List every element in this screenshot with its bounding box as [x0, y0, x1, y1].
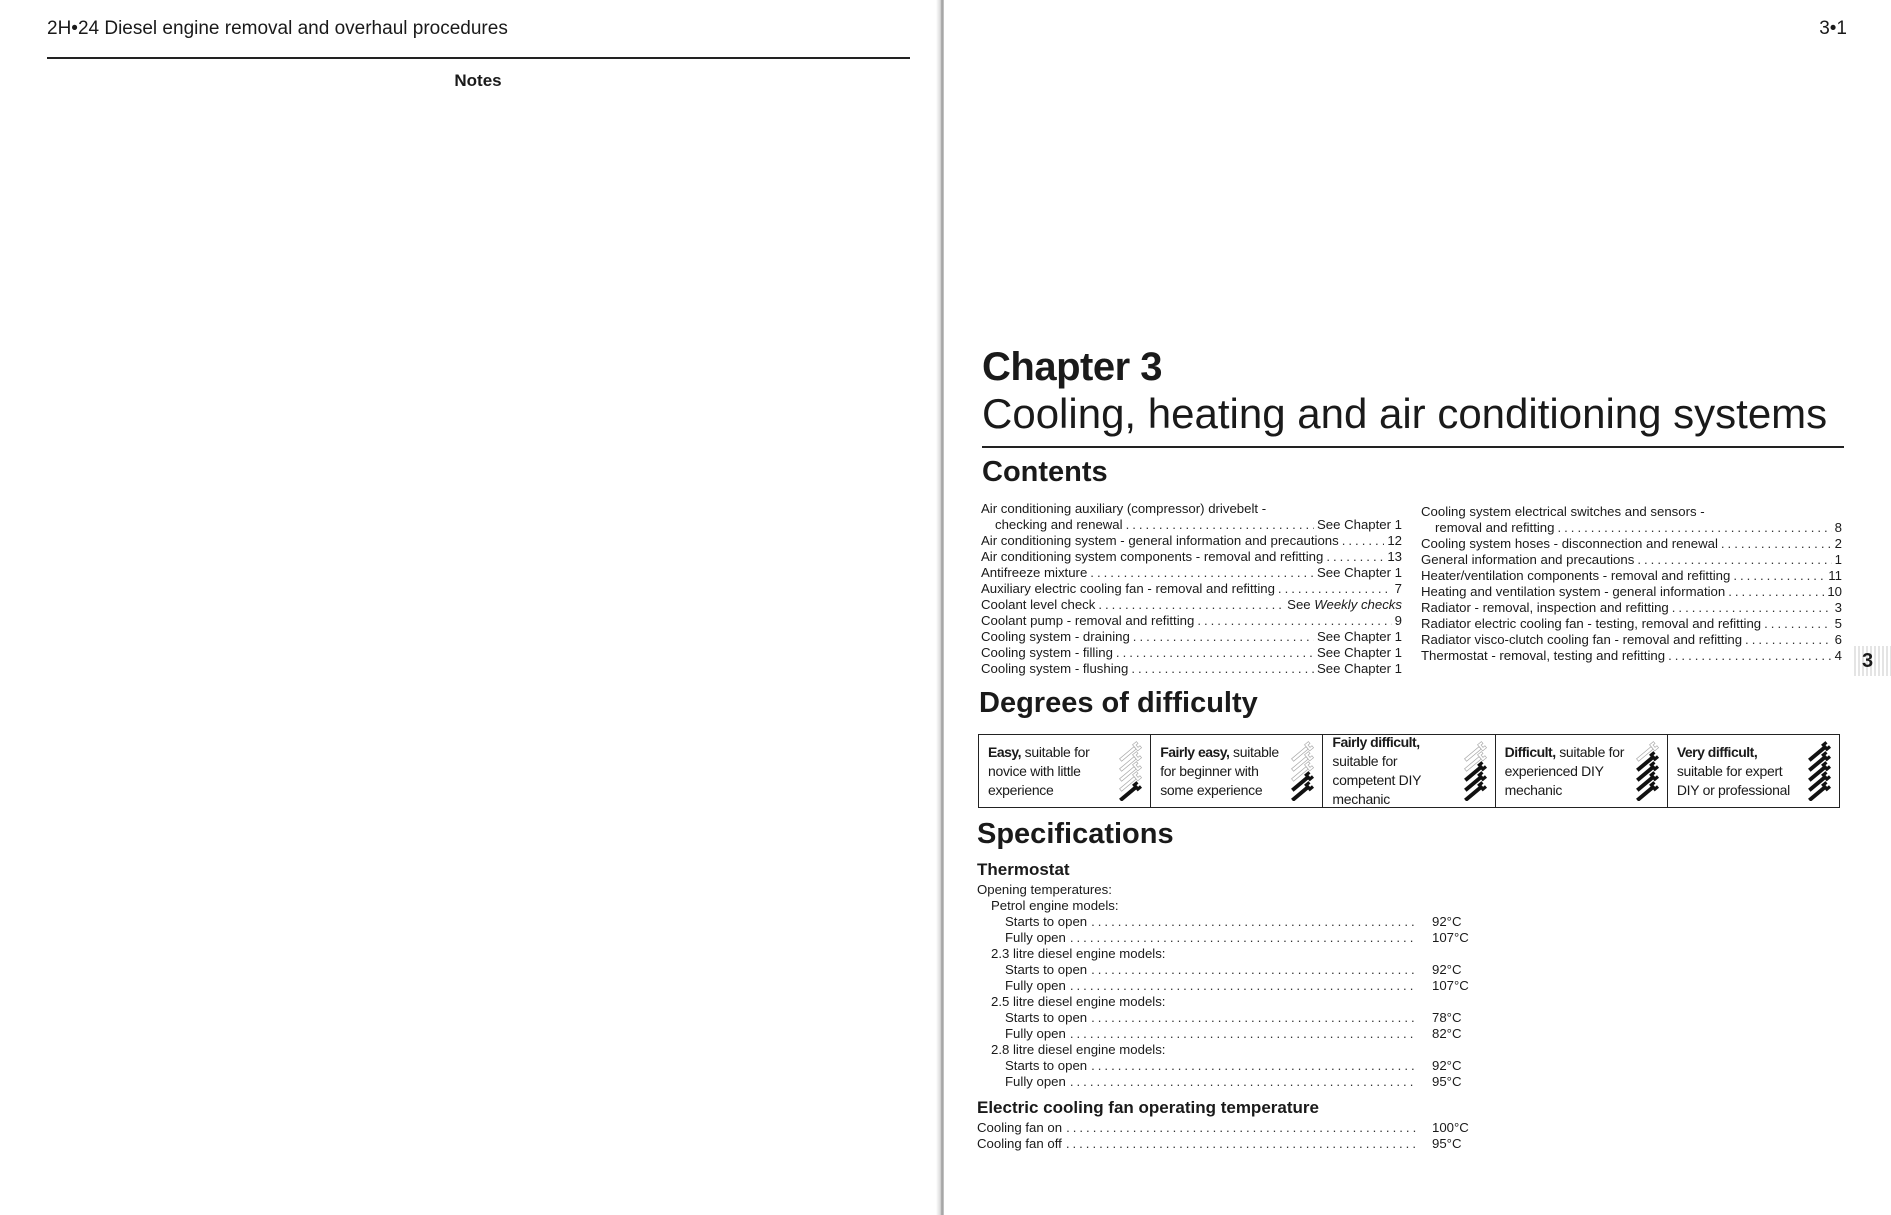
page-number: 3•1 [1819, 18, 1847, 39]
chapter-title: Cooling, heating and air conditioning systems [982, 390, 1828, 437]
contents-entry-page: 3 [1834, 600, 1842, 615]
contents-entry-page: 7 [1394, 581, 1402, 596]
spec-row [977, 1026, 1477, 1042]
contents-entry [1421, 584, 1842, 600]
opening-temperatures-label: Opening temperatures: [977, 882, 1112, 897]
chapter-label: Chapter 3 [982, 345, 1162, 389]
contents-entry [1421, 616, 1842, 632]
contents-entry-page: See Chapter 1 [1316, 629, 1402, 644]
spec-row [977, 1136, 1477, 1152]
difficulty-level [1495, 735, 1667, 807]
contents-entry-label: Cooling system hoses - disconnection and renewal [1421, 536, 1718, 551]
chapter-rule [982, 446, 1844, 448]
petrol-models-label: Petrol engine models: [991, 898, 1119, 913]
contents-entry-page: 9 [1394, 613, 1402, 628]
spanner-icon [1631, 741, 1661, 801]
contents-entry-label: Air conditioning auxiliary (compressor) drivebelt - [981, 501, 1267, 516]
contents-entry-page: 6 [1834, 632, 1842, 647]
contents-entry [1421, 648, 1842, 664]
spec-row [977, 914, 1477, 930]
contents-entry [981, 501, 1402, 517]
spec-value: 100°C [1432, 1120, 1469, 1135]
contents-list-left [981, 501, 1402, 677]
difficulty-label: Fairly easy, [1160, 743, 1230, 760]
contents-entry-label: General information and precautions [1421, 552, 1635, 567]
contents-entry-page: 13 [1387, 549, 1402, 564]
spec-value: 82°C [1432, 1026, 1462, 1041]
spec-row [977, 1074, 1477, 1090]
spanner-icon [1803, 741, 1833, 801]
spec-label: Fully open [1005, 1026, 1066, 1041]
difficulty-text: suitable for competent DIY mechanic [1332, 753, 1421, 807]
contents-entry-label: Heater/ventilation components - removal and refitting [1421, 568, 1731, 583]
difficulty-label: Difficult, [1504, 743, 1556, 760]
difficulty-label: Very difficult, [1676, 743, 1758, 760]
contents-entry-label: Coolant pump - removal and refitting [981, 613, 1195, 628]
fan-heading: Electric cooling fan operating temperature [977, 1098, 1319, 1117]
difficulty-text: suitable for novice with little experience [988, 743, 1090, 798]
contents-entry [981, 613, 1402, 629]
contents-entry-page: See Chapter 1 [1316, 565, 1402, 580]
contents-entry [981, 565, 1402, 581]
spec-row [977, 962, 1477, 978]
difficulty-level [1322, 735, 1494, 807]
spec-row [977, 978, 1477, 994]
difficulty-label: Fairly difficult, [1332, 734, 1420, 750]
diesel-23-models-label: 2.3 litre diesel engine models: [991, 946, 1166, 961]
difficulty-level [1150, 735, 1322, 807]
contents-entry [1421, 536, 1842, 552]
contents-entry-label: Cooling system electrical switches and sensors - [1421, 504, 1705, 519]
contents-entry [981, 597, 1402, 613]
contents-entry [981, 661, 1402, 677]
contents-entry [981, 517, 1402, 533]
contents-entry [1421, 504, 1842, 520]
spec-value: 107°C [1432, 978, 1469, 993]
contents-entry-label: Antifreeze mixture [981, 565, 1088, 580]
difficulty-table [978, 734, 1840, 808]
contents-entry-page: 4 [1834, 648, 1842, 663]
spec-value: 107°C [1432, 930, 1469, 945]
contents-entry [1421, 568, 1842, 584]
contents-entry-label: Radiator electric cooling fan - testing, removal and refitting [1421, 616, 1762, 631]
contents-entry [981, 549, 1402, 565]
notes-title: Notes [454, 71, 502, 90]
spec-label: Starts to open [1005, 962, 1088, 977]
spec-label: Starts to open [1005, 914, 1088, 929]
contents-entry-label: checking and renewal [995, 517, 1123, 532]
contents-entry-label: Thermostat - removal, testing and refitting [1421, 648, 1666, 663]
contents-entry-label: Heating and ventilation system - general information [1421, 584, 1726, 599]
contents-entry-label: Coolant level check [981, 597, 1096, 612]
contents-entry-page: See Chapter 1 [1316, 517, 1402, 532]
contents-entry [981, 645, 1402, 661]
difficulty-title: Degrees of difficulty [979, 687, 1258, 719]
contents-entry-page: 1 [1834, 552, 1842, 567]
spec-label: Fully open [1005, 1074, 1066, 1089]
diesel-25-models-label: 2.5 litre diesel engine models: [991, 994, 1166, 1009]
contents-entry [1421, 600, 1842, 616]
diesel-28-models-label: 2.8 litre diesel engine models: [991, 1042, 1166, 1057]
chapter-tab: 3 [1854, 646, 1891, 676]
spec-row [977, 1010, 1477, 1026]
contents-entry [981, 629, 1402, 645]
contents-entry-page: 10 [1827, 584, 1842, 599]
spanner-icon [1459, 741, 1489, 801]
contents-entry [1421, 552, 1842, 568]
contents-entry-label: Auxiliary electric cooling fan - removal and refitting [981, 581, 1275, 596]
spec-value: 92°C [1432, 1058, 1462, 1073]
page-header: 2H•24 Diesel engine removal and overhaul procedures [47, 18, 508, 39]
contents-entry-label: Air conditioning system components - removal and refitting [981, 549, 1324, 564]
contents-entry [981, 533, 1402, 549]
difficulty-description [1332, 733, 1458, 809]
spec-label: Starts to open [1005, 1010, 1088, 1025]
contents-entry-label: removal and refitting [1435, 520, 1555, 535]
contents-entry [1421, 520, 1842, 536]
difficulty-description [988, 743, 1114, 800]
difficulty-text: suitable for beginner with some experience [1160, 743, 1279, 798]
spec-label: Fully open [1005, 930, 1066, 945]
difficulty-text: suitable for expert DIY or professional [1676, 762, 1790, 798]
contents-entry-label: Cooling system - draining [981, 629, 1130, 644]
contents-entry-page: 12 [1387, 533, 1402, 548]
spec-label: Starts to open [1005, 1058, 1088, 1073]
spec-value: 92°C [1432, 914, 1462, 929]
spec-row [977, 930, 1477, 946]
spanner-icon [1114, 741, 1144, 801]
spec-value: 95°C [1432, 1136, 1462, 1151]
contents-entry [981, 581, 1402, 597]
spec-label: Fully open [1005, 978, 1066, 993]
spec-row [977, 1120, 1477, 1136]
spec-value: 78°C [1432, 1010, 1462, 1025]
contents-entry-page: 8 [1834, 520, 1842, 535]
contents-entry [1421, 632, 1842, 648]
contents-entry-label: Air conditioning system - general information and precautions [981, 533, 1339, 548]
spec-value: 95°C [1432, 1074, 1462, 1089]
difficulty-description [1160, 743, 1286, 800]
spanner-icon [1286, 741, 1316, 801]
difficulty-description [1677, 743, 1803, 800]
contents-entry-label: Radiator visco-clutch cooling fan - removal and refitting [1421, 632, 1743, 647]
spec-label: Cooling fan on [977, 1120, 1063, 1135]
spec-value: 92°C [1432, 962, 1462, 977]
left-page [0, 0, 938, 1215]
contents-entry-page: 11 [1828, 568, 1842, 583]
difficulty-label: Easy, [988, 743, 1022, 760]
thermostat-heading: Thermostat [977, 860, 1070, 879]
contents-entry-page: See Chapter 1 [1316, 645, 1402, 660]
contents-entry-page: See Weekly checks [1287, 597, 1402, 612]
contents-entry-page: 5 [1834, 616, 1842, 631]
difficulty-level [979, 735, 1150, 807]
specifications-title: Specifications [977, 818, 1174, 850]
contents-entry-page: See Chapter 1 [1316, 661, 1402, 676]
right-page [944, 0, 1891, 1215]
contents-entry-label: Radiator - removal, inspection and refitting [1421, 600, 1669, 615]
contents-entry-label: Cooling system - flushing [981, 661, 1129, 676]
spec-row [977, 1058, 1477, 1074]
header-rule [47, 57, 910, 59]
contents-title: Contents [982, 456, 1108, 488]
thermostat-specs [977, 860, 1477, 1152]
difficulty-text: suitable for experienced DIY mechanic [1504, 743, 1625, 798]
spec-label: Cooling fan off [977, 1136, 1062, 1151]
contents-list-right [1421, 504, 1842, 664]
difficulty-description [1505, 743, 1631, 800]
difficulty-level [1667, 735, 1839, 807]
contents-entry-page: 2 [1834, 536, 1842, 551]
contents-entry-label: Cooling system - filling [981, 645, 1113, 660]
